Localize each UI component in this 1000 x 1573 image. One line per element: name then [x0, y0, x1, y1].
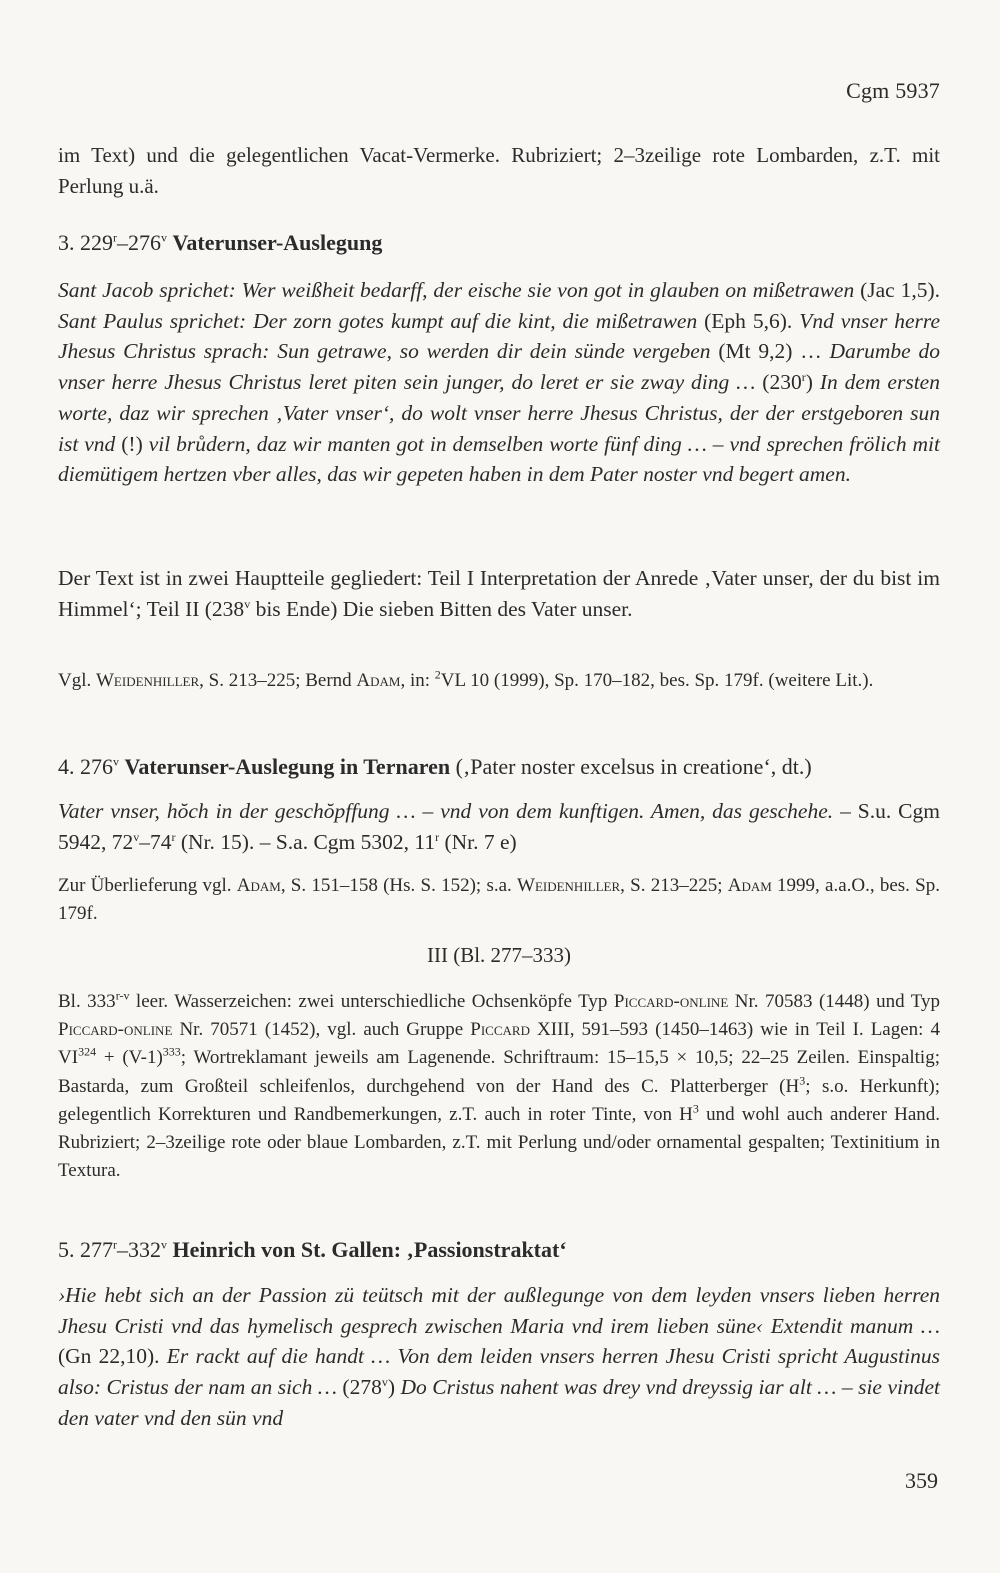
intro-paragraph — [58, 140, 940, 201]
item-5-heading: 5. 277$^r$–332$^v$ Heinrich von St. Gallen: ‚Passionstraktat‘ — [58, 1237, 567, 1262]
item-4-heading: 4. 276$^v$ Vaterunser-Auslegung in Ternaren (‚Pater noster excelsus in creatione‘, dt.) — [58, 754, 812, 779]
item-3-literature: Vgl. Weidenhiller, S. 213–225; Bernd Adam, in: $^2$VL 10 (1999), Sp. 170–182, bes. Sp. 179f. (weitere Lit.). — [58, 667, 874, 691]
running-header: Cgm 5937 — [846, 78, 940, 103]
item-3-incipit: Sant Jacob sprichet: Wer weißheit bedarff, der eische sie von got in glauben on mißetrawen (Jac 1,5). Sant Paulus sprichet: Der zorn gotes kumpt auf die kint, die mißetrawen (Eph 5,6). Vnd vnser herre Jhesus Christus sprach: Sun getrawe, so werden dir dein sünde vergeben (Mt 9,2) … Darumbe do vnser herre Jhesus Christus leret piten sein junger, do leret er sie zway ding … (230$^r$) In dem ersten worte, daz wir sprechen ‚Vater vnser‘, do wolt vnser herre Jhesus Christus, der der erstgeboren sun ist vnd (!) vil brůdern, daz wir manten got in demselben worte fünf ding … – vnd sprechen frölich mit diemütigem hertzen vber alles, das wir gepeten haben in dem Pater noster vnd begert amen. — [58, 278, 941, 487]
folio: 229$^r$–276$^v$ — [80, 230, 167, 255]
item-5-incipit: ›Hie hebt sich an der Passion zü teütsch mit der außlegunge von dem leyden vnsers lieben herren Jhesu Cristi vnd das hymelisch gesprech zwischen Maria vnd irem lieben süne‹ Extendit manum … (Gn 22,10). Er rackt auf die handt … Von dem leiden vnsers herren Jhesu Cristi spricht Augustinus also: Cristus der nam an sich … (278$^v$) Do Cristus nahent was drey vnd dreyssig iar alt … – sie vindet den vater vnd den sün vnd — [58, 1283, 940, 1430]
folio: 277$^r$–332$^v$ — [80, 1237, 167, 1262]
section-3-description: Bl. 333$^{r-v}$ leer. Wasserzeichen: zwei unterschiedliche Ochsenköpfe Typ Piccard-online Nr. 70583 (1448) und Typ Piccard-online Nr. 70571 (1452), vgl. auch Gruppe Piccard XIII, 591–593 (1450–1463) wie in Teil I. Lagen: 4 $VI^{324} + (V-1)^{333}$; Wortreklamant jeweils am Lagenende. Schriftraum: 15–15,5 × 10,5; 22–25 Zeilen. Einspaltig; Bastarda, zum Großteil schleifenlos, durchgehend von der Hand des C. Platterberger ($H^3$; s.o. Herkunft); gelegentlich Korrekturen und Randbemerkungen, z.T. auch in roter Tinte, von $H^3$ und wohl auch anderer Hand. Rubriziert; 2–3zeilige rote oder blaue Lombarden, z.T. mit Perlung und/oder ornamental gespalten; Textinitium in Textura. — [58, 988, 941, 1182]
item-number: 3. — [58, 230, 75, 255]
item-3-heading — [58, 228, 940, 259]
item-4-incipit: Vater vnser, hŏch in der geschŏpffung … – vnd von dem kunftigen. Amen, das geschehe. – S.u. Cgm 5942, 72$^v$–74$^r$ (Nr. 15). – S.a. Cgm 5302, 11$^r$ (Nr. 7 e) — [58, 799, 940, 854]
page-number: 359 — [905, 1468, 938, 1493]
section-heading: III (Bl. 277–333) — [426, 943, 572, 967]
item-4-literature: Zur Überlieferung vgl. Adam, S. 151–158 (Hs. S. 152); s.a. Weidenhiller, S. 213–225; Adam 1999, a.a.O., bes. Sp. 179f. — [58, 875, 940, 924]
item-title: Vaterunser-Auslegung in Ternaren — [124, 754, 451, 779]
intro-text: im Text) und die gelegentlichen Vacat-Vermerke. Rubriziert; 2–3zeilige rote Lombarden, z.T. mit Perlung u.ä. — [58, 143, 940, 198]
folio: 276$^v$ — [80, 754, 119, 779]
item-title: Vaterunser-Auslegung — [172, 230, 383, 255]
item-title: Heinrich von St. Gallen: ‚Passionstraktat‘ — [172, 1237, 567, 1262]
item-3-description: Der Text ist in zwei Hauptteile gegliedert: Teil I Interpretation der Anrede ‚Vater unser, der du bist im Himmel‘; Teil II (238$^v$ bis Ende) Die sieben Bitten des Vater unser. — [58, 566, 940, 621]
